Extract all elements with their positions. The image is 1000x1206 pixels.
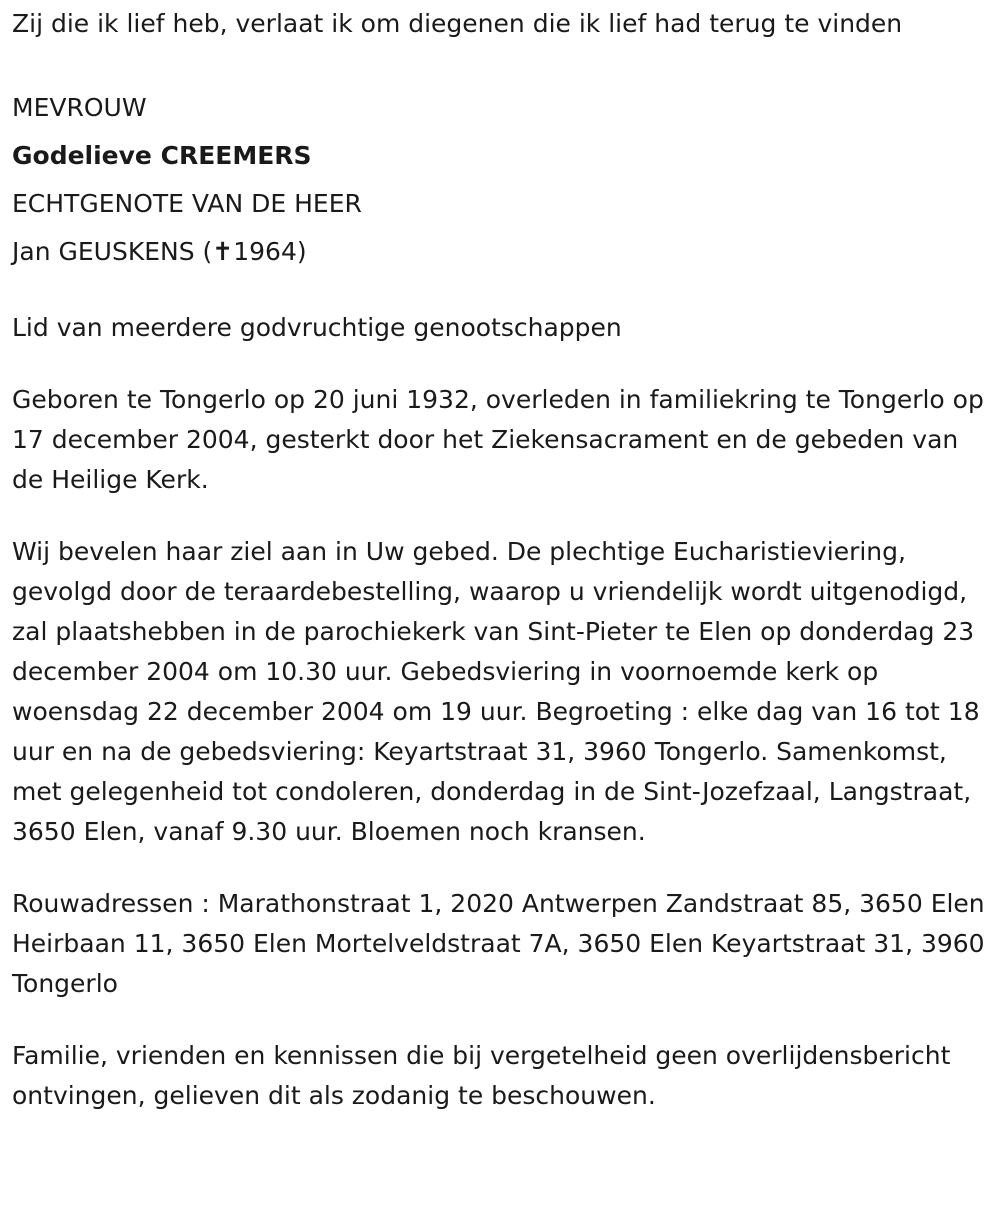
spouse-name: Jan GEUSKENS (✝1964) [12, 237, 307, 266]
opening-quote: Zij die ik lief heb, verlaat ik om diegenen die ik lief had terug te vinden [12, 9, 903, 38]
birth-death-paragraph: Geboren te Tongerlo op 20 juni 1932, overleden in familiekring te Tongerlo op 17 december 2004, gesterkt door het Ziekensacrament en de gebeden van de Heilige Kerk. [12, 385, 984, 494]
spouse-label: ECHTGENOTE VAN DE HEER [12, 189, 362, 218]
deceased-name: Godelieve CREEMERS [12, 141, 312, 170]
closing-paragraph: Familie, vrienden en kennissen die bij vergetelheid geen overlijdensbericht ontvingen, gelieven dit als zodanig te beschouwen. [12, 1041, 951, 1110]
honorific-title: MEVROUW [12, 93, 147, 122]
service-paragraph: Wij bevelen haar ziel aan in Uw gebed. De plechtige Eucharistieviering, gevolgd door de teraardebestelling, waarop u vriendelijk wordt uitgenodigd, zal plaatshebben in de parochiekerk van Sint-Pieter te Elen op donderdag 23 december 2004 om 10.30 uur. Gebedsviering in voornoemde kerk op woensdag 22 december 2004 om 19 uur. Begroeting : elke dag van 16 tot 18 uur en na de gebedsviering: Keyartstraat 31, 3960 Tongerlo. Samenkomst, met gelegenheid tot condoleren, donderdag in de Sint-Jozefzaal, Langstraat, 3650 Elen, vanaf 9.30 uur. Bloemen noch kransen. [12, 537, 980, 846]
membership-text: Lid van meerdere godvruchtige genootschappen [12, 313, 622, 342]
mourning-addresses: Rouwadressen : Marathonstraat 1, 2020 Antwerpen Zandstraat 85, 3650 Elen Heirbaan 11, 3650 Elen Mortelveldstraat 7A, 3650 Elen Keyartstraat 31, 3960 Tongerlo [12, 889, 985, 998]
